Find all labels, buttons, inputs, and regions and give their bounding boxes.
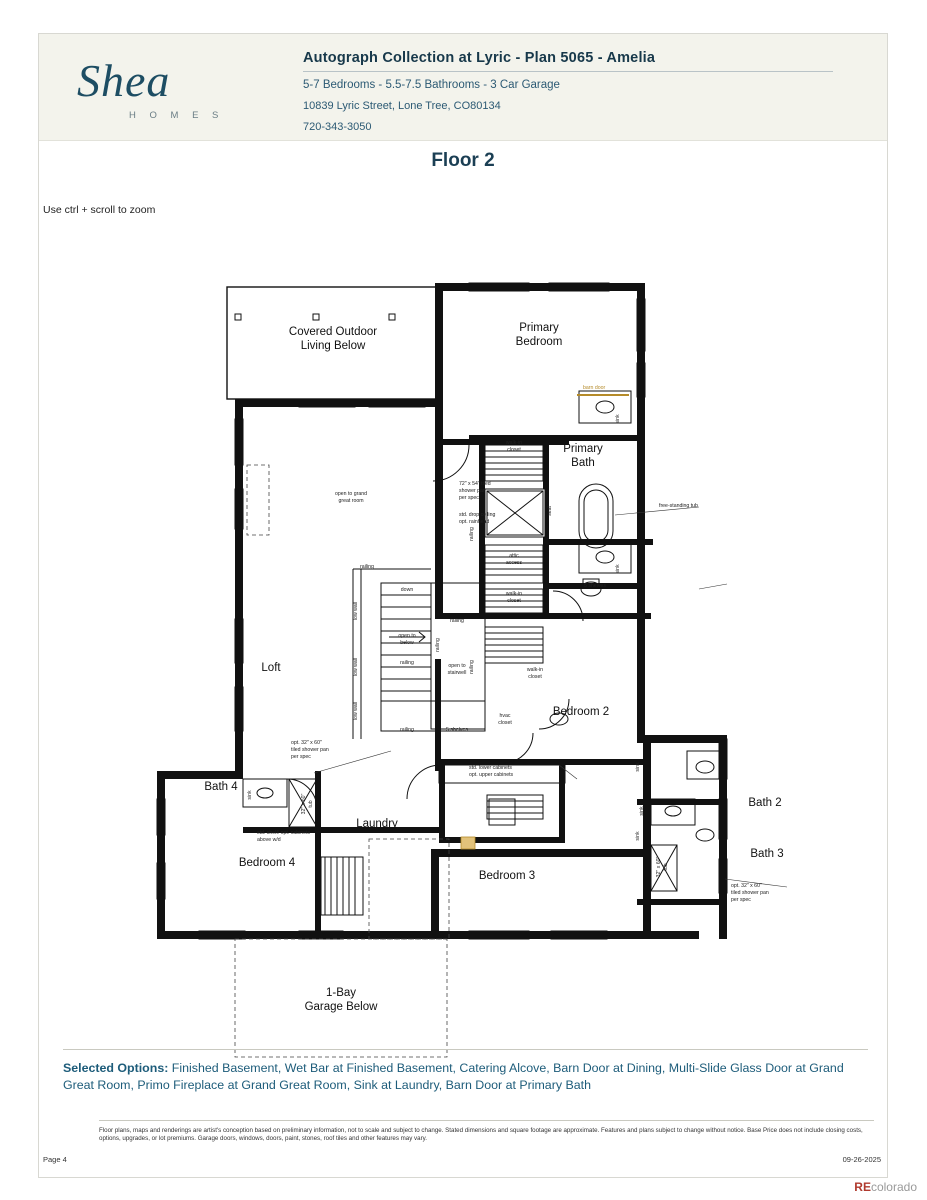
svg-text:Primary: Primary: [563, 443, 603, 455]
floor-title: Floor 2: [431, 150, 495, 171]
svg-text:walk-in: walk-in: [526, 667, 544, 673]
floor-plan-image[interactable]: [139, 239, 829, 1059]
shea-homes-logo: [77, 55, 282, 128]
logo-subtitle: H O M E S: [129, 110, 224, 121]
svg-text:closet: closet: [507, 447, 521, 453]
svg-text:closet: closet: [507, 598, 521, 604]
svg-text:open to: open to: [448, 663, 466, 669]
svg-text:Bedroom: Bedroom: [515, 336, 563, 348]
svg-text:closet: closet: [498, 720, 512, 726]
svg-text:railing: railing: [435, 638, 441, 652]
svg-text:32" x 60": 32" x 60": [656, 856, 662, 878]
svg-text:tub: tub: [663, 863, 669, 871]
plan-address: 10839 Lyric Street, Lone Tree, CO80134: [303, 100, 501, 112]
svg-text:sink: sink: [615, 564, 621, 574]
selected-options: [63, 1049, 868, 1094]
svg-text:opt. upper cabinets: opt. upper cabinets: [469, 772, 514, 778]
svg-text:tiled shower pan: tiled shower pan: [291, 747, 329, 753]
svg-text:stairwell: stairwell: [447, 670, 467, 676]
svg-text:per spec: per spec: [459, 495, 479, 501]
plan-title: Autograph Collection at Lyric - Plan 5065 - Amelia: [303, 50, 833, 72]
svg-text:railing: railing: [360, 564, 374, 570]
page-number: Page 4: [43, 1155, 67, 1164]
svg-text:sink: sink: [635, 831, 641, 841]
page-footer: [39, 1155, 887, 1169]
svg-text:hvac: hvac: [499, 713, 511, 719]
svg-text:Bedroom 2: Bedroom 2: [552, 706, 610, 718]
svg-text:opt. rainhead: opt. rainhead: [459, 519, 490, 525]
watermark-re: RE: [854, 1180, 871, 1194]
svg-text:railing: railing: [469, 660, 475, 674]
svg-text:std. lower cabinets: std. lower cabinets: [469, 765, 512, 771]
svg-text:72" x 54" tiled: 72" x 54" tiled: [459, 481, 491, 487]
svg-text:5 shelves: 5 shelves: [446, 727, 468, 733]
svg-text:sink: sink: [639, 806, 645, 816]
svg-text:walk-in: walk-in: [505, 440, 523, 446]
watermark-colorado: colorado: [870, 1180, 917, 1194]
svg-text:above w/d: above w/d: [257, 837, 281, 843]
header-text-block: [303, 50, 833, 135]
svg-text:railing: railing: [469, 527, 475, 541]
svg-text:Bedroom 3: Bedroom 3: [478, 870, 536, 882]
svg-text:low wall: low wall: [353, 657, 359, 677]
svg-text:Covered Outdoor: Covered Outdoor: [288, 326, 378, 338]
svg-text:open to: open to: [398, 633, 416, 639]
svg-text:1-Bay: 1-Bay: [325, 987, 357, 999]
svg-text:sink: sink: [247, 790, 253, 800]
svg-text:std. drop ceiling: std. drop ceiling: [459, 512, 496, 518]
document-page: [38, 33, 888, 1178]
watermark: [854, 1180, 917, 1194]
svg-text:railing: railing: [400, 727, 414, 733]
svg-text:Bath: Bath: [571, 457, 595, 469]
svg-text:Garage Below: Garage Below: [304, 1001, 378, 1013]
logo-wordmark: Shea: [77, 55, 171, 106]
svg-text:free-standing tub: free-standing tub: [659, 503, 698, 509]
footer-date: 09-26-2025: [842, 1155, 881, 1164]
svg-text:down: down: [400, 587, 414, 593]
svg-text:per spec: per spec: [731, 897, 751, 903]
plan-phone: 720-343-3050: [303, 121, 372, 133]
svg-text:sink: sink: [635, 762, 641, 772]
svg-text:closet: closet: [528, 674, 542, 680]
svg-text:sink: sink: [615, 414, 621, 424]
svg-text:low wall: low wall: [353, 601, 359, 621]
svg-text:attic: attic: [509, 553, 519, 559]
svg-text:below: below: [400, 640, 414, 646]
svg-text:opt. 32" x 60": opt. 32" x 60": [731, 883, 762, 889]
svg-text:access: access: [505, 560, 523, 566]
svg-text:low wall: low wall: [353, 701, 359, 721]
svg-text:Bath 2: Bath 2: [748, 797, 782, 809]
svg-text:great room: great room: [338, 498, 364, 504]
svg-text:barn door: barn door: [583, 385, 606, 391]
svg-text:Bath 4: Bath 4: [204, 781, 238, 793]
svg-text:tub: tub: [308, 800, 314, 808]
svg-text:opt. 32" x 60": opt. 32" x 60": [291, 740, 322, 746]
svg-text:Living Below: Living Below: [300, 340, 366, 352]
disclaimer-text: Floor plans, maps and renderings are artist's conception based on preliminary information, not to scale and subject to change. Stated dimensions and square footage are approximate. Features and plans subject to change without notice. Base Price does not include closing costs, options, upgrades, or lot premiums. Garage doors, windows, doors, paint, stones, roof tiles and other features may vary.: [99, 1120, 874, 1143]
selected-options-list: Finished Basement, Wet Bar at Finished Basement, Catering Alcove, Barn Door at Dining, Multi-Slide Glass Door at Grand Great Room, Primo Fireplace at Grand Great Room, Sink at Laundry, Barn Door at Primary Bath: [63, 1061, 844, 1092]
svg-text:Loft: Loft: [261, 662, 281, 674]
svg-text:5 shelves: 5 shelves: [584, 583, 606, 589]
zoom-hint: Use ctrl + scroll to zoom: [43, 204, 156, 216]
svg-text:Bath 3: Bath 3: [750, 848, 784, 860]
svg-text:walk-in: walk-in: [505, 591, 523, 597]
svg-text:32" x 60": 32" x 60": [301, 793, 307, 815]
selected-options-label: Selected Options:: [63, 1061, 169, 1075]
document-header: [39, 34, 887, 141]
svg-text:tiled shower pan: tiled shower pan: [731, 890, 769, 896]
svg-text:railing: railing: [400, 660, 414, 666]
svg-text:Laundry: Laundry: [356, 818, 398, 830]
svg-text:seat: seat: [547, 506, 553, 516]
plan-specs: 5-7 Bedrooms - 5.5-7.5 Bathrooms - 3 Car Garage: [303, 79, 560, 91]
svg-text:open to grand: open to grand: [334, 491, 368, 497]
svg-text:shower pan: shower pan: [459, 488, 486, 494]
selected-options-text: [63, 1060, 868, 1094]
svg-text:Primary: Primary: [519, 322, 559, 334]
svg-text:per spec: per spec: [291, 754, 311, 760]
svg-text:railing: railing: [450, 618, 464, 624]
svg-text:Bedroom 4: Bedroom 4: [238, 857, 296, 869]
svg-text:std. shelf/ opt. cabinets: std. shelf/ opt. cabinets: [257, 830, 311, 836]
